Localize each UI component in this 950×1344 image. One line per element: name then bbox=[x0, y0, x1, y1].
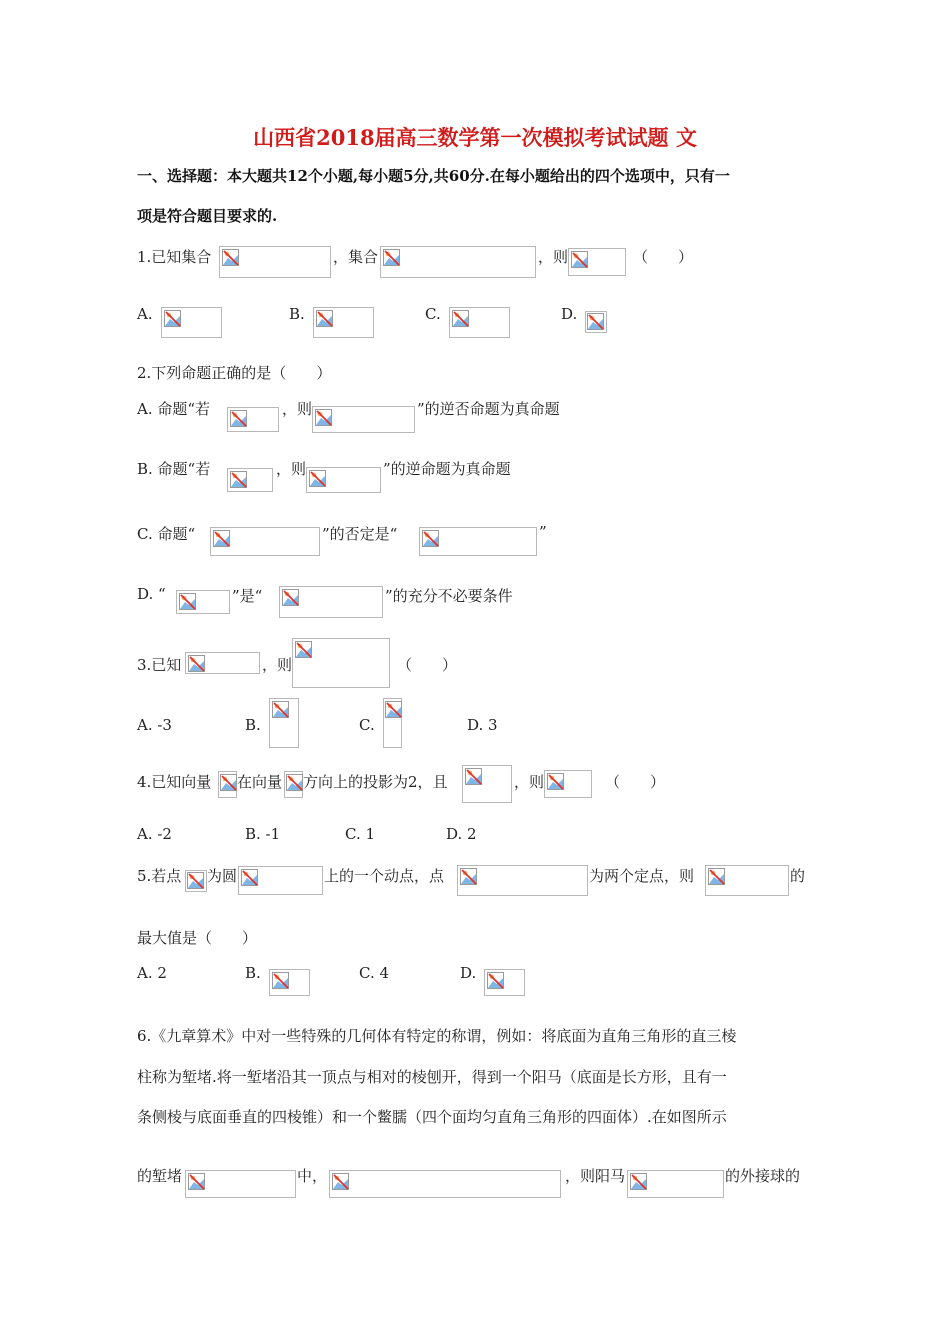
q5-text-c: 上的一个动点，点 bbox=[324, 867, 445, 885]
section-heading-line2: 项是符合题目要求的. bbox=[137, 207, 278, 225]
broken-image-icon bbox=[286, 774, 303, 791]
q2-option-d-text-3: ”的充分不必要条件 bbox=[385, 587, 513, 605]
q2-option-c-text-3: ” bbox=[539, 523, 547, 541]
broken-image-icon bbox=[179, 593, 196, 610]
q2-option-a-text-2: ，则 bbox=[282, 400, 313, 418]
q2-option-c-text-1: C. 命题“ bbox=[137, 525, 196, 543]
q5-text-d: 为两个定点，则 bbox=[589, 867, 695, 885]
q5-circle-image bbox=[238, 866, 323, 895]
q1-option-a: A. bbox=[137, 305, 153, 323]
q3-option-a: A. -3 bbox=[137, 716, 172, 734]
q6-pyramid-image bbox=[627, 1170, 724, 1198]
q5-option-d-image bbox=[484, 969, 525, 996]
q2-option-a-text-1: A. 命题“若 bbox=[137, 400, 211, 418]
broken-image-icon bbox=[188, 1173, 205, 1190]
q1-text-c: ，则 bbox=[538, 248, 569, 266]
broken-image-icon bbox=[309, 470, 326, 487]
q3-text-c: （ ） bbox=[397, 656, 458, 674]
broken-image-icon bbox=[383, 249, 400, 266]
q2-option-d-image bbox=[176, 590, 230, 614]
q5-text-a: 5.若点 bbox=[137, 867, 182, 885]
q4-text-d: ，则 bbox=[514, 773, 545, 791]
q6-text-d: 的外接球的 bbox=[725, 1167, 801, 1185]
q2-option-b-text-3: ”的逆命题为真命题 bbox=[383, 460, 511, 478]
q1-option-d-image bbox=[585, 311, 607, 333]
q3-option-c-image bbox=[383, 698, 402, 748]
q6-text-a: 的堑堵 bbox=[137, 1167, 183, 1185]
q1-option-b: B. bbox=[289, 305, 305, 323]
q4-option-c: C. 1 bbox=[345, 825, 376, 843]
q6-text-line3: 条侧棱与底面垂直的四棱锥）和一个鳖臑（四个面均匀直角三角形的四面体）.在如图所示 bbox=[137, 1108, 727, 1126]
q6-prism-image bbox=[185, 1170, 296, 1198]
broken-image-icon bbox=[220, 774, 237, 791]
q3-formula-image bbox=[185, 652, 260, 674]
broken-image-icon bbox=[188, 655, 205, 672]
q6-text-line1: 6.《九章算术》中对一些特殊的几何体有特定的称谓，例如：将底面为直角三角形的直三棱 bbox=[137, 1027, 737, 1045]
q6-text-line2: 柱称为堑堵.将一堑堵沿其一顶点与相对的棱刨开，得到一个阳马（底面是长方形，且有一 bbox=[137, 1068, 727, 1086]
q1-option-c: C. bbox=[425, 305, 441, 323]
q5-option-d: D. bbox=[460, 964, 477, 982]
broken-image-icon bbox=[315, 409, 332, 426]
broken-image-icon bbox=[230, 410, 247, 427]
q5-formula-image bbox=[705, 865, 789, 896]
q5-points-image bbox=[457, 865, 588, 896]
broken-image-icon bbox=[422, 530, 439, 547]
q5-option-a: A. 2 bbox=[137, 964, 167, 982]
q3-formula-image bbox=[292, 638, 390, 688]
broken-image-icon bbox=[385, 701, 402, 718]
q4-formula-image bbox=[544, 770, 592, 798]
q3-option-b-image bbox=[269, 698, 299, 748]
broken-image-icon bbox=[587, 313, 604, 330]
q2-option-d-text-2: ”是“ bbox=[232, 587, 263, 605]
q2-option-b-text-1: B. 命题“若 bbox=[137, 460, 211, 478]
q4-option-a: A. -2 bbox=[137, 825, 172, 843]
broken-image-icon bbox=[222, 249, 239, 266]
q2-stem: 2.下列命题正确的是（ ） bbox=[137, 364, 332, 382]
q1-option-a-image bbox=[161, 307, 222, 338]
q1-option-b-image bbox=[313, 307, 374, 338]
q1-formula-image bbox=[380, 246, 536, 278]
q2-option-d-image bbox=[279, 586, 383, 618]
q3-text-a: 3.已知 bbox=[137, 656, 182, 674]
q4-text-b: 在向量 bbox=[237, 773, 283, 791]
document-title: 山西省2018届高三数学第一次模拟考试试题 文 bbox=[253, 125, 697, 150]
broken-image-icon bbox=[547, 773, 564, 790]
broken-image-icon bbox=[316, 310, 333, 327]
q4-option-d: D. 2 bbox=[446, 825, 477, 843]
broken-image-icon bbox=[708, 868, 725, 885]
q6-text-b: 中， bbox=[297, 1167, 328, 1185]
broken-image-icon bbox=[487, 972, 504, 989]
q3-option-d: D. 3 bbox=[467, 716, 498, 734]
q2-option-b-image bbox=[306, 467, 381, 493]
q2-option-c-image bbox=[210, 527, 320, 556]
q1-text-a: 1.已知集合 bbox=[137, 248, 212, 266]
broken-image-icon bbox=[230, 471, 247, 488]
q2-option-b-text-2: ，则 bbox=[276, 460, 307, 478]
q1-text-d: （ ） bbox=[633, 248, 694, 266]
broken-image-icon bbox=[465, 768, 482, 785]
broken-image-icon bbox=[332, 1173, 349, 1190]
q5-point-image bbox=[185, 870, 207, 892]
q2-option-a-text-3: ”的逆否命题为真命题 bbox=[417, 400, 560, 418]
broken-image-icon bbox=[282, 589, 299, 606]
q4-text-a: 4.已知向量 bbox=[137, 773, 212, 791]
q2-option-c-text-2: ”的否定是“ bbox=[322, 525, 398, 543]
q1-option-c-image bbox=[449, 307, 510, 338]
q5-option-b: B. bbox=[245, 964, 261, 982]
q4-vector-image bbox=[218, 771, 237, 798]
broken-image-icon bbox=[164, 310, 181, 327]
q2-option-b-image bbox=[227, 468, 273, 492]
q1-formula-image bbox=[568, 248, 626, 276]
q3-option-c: C. bbox=[359, 716, 375, 734]
broken-image-icon bbox=[272, 972, 289, 989]
broken-image-icon bbox=[241, 869, 258, 886]
q5-option-b-image bbox=[269, 969, 310, 996]
q3-text-b: ，则 bbox=[262, 656, 293, 674]
q2-option-a-image bbox=[312, 406, 415, 433]
q4-text-c: 方向上的投影为2，且 bbox=[303, 773, 448, 791]
q5-text-b: 为圆 bbox=[207, 867, 238, 885]
broken-image-icon bbox=[187, 872, 204, 889]
q2-option-a-image bbox=[227, 407, 279, 432]
q4-formula-image bbox=[462, 765, 512, 803]
broken-image-icon bbox=[272, 701, 289, 718]
q5-text-line2: 最大值是（ ） bbox=[137, 929, 258, 947]
q1-option-d: D. bbox=[561, 305, 578, 323]
broken-image-icon bbox=[460, 868, 477, 885]
broken-image-icon bbox=[295, 641, 312, 658]
q2-option-c-image bbox=[419, 527, 537, 556]
q1-formula-image bbox=[219, 246, 331, 278]
broken-image-icon bbox=[452, 310, 469, 327]
q5-option-c: C. 4 bbox=[359, 964, 390, 982]
q5-text-e: 的 bbox=[790, 867, 806, 885]
section-heading-line1: 一、选择题：本大题共12个小题,每小题5分,共60分.在每小题给出的四个选项中，只有一 bbox=[137, 167, 730, 185]
q6-formula-image bbox=[329, 1170, 561, 1198]
q6-text-c: ，则阳马 bbox=[565, 1167, 626, 1185]
q4-option-b: B. -1 bbox=[245, 825, 281, 843]
broken-image-icon bbox=[213, 530, 230, 547]
broken-image-icon bbox=[571, 251, 588, 268]
q4-vector-image bbox=[284, 771, 303, 798]
q3-option-b: B. bbox=[245, 716, 261, 734]
q1-text-b: ，集合 bbox=[333, 248, 379, 266]
q2-option-d-text-1: D. “ bbox=[137, 585, 166, 603]
q4-text-e: （ ） bbox=[605, 773, 666, 791]
broken-image-icon bbox=[630, 1173, 647, 1190]
